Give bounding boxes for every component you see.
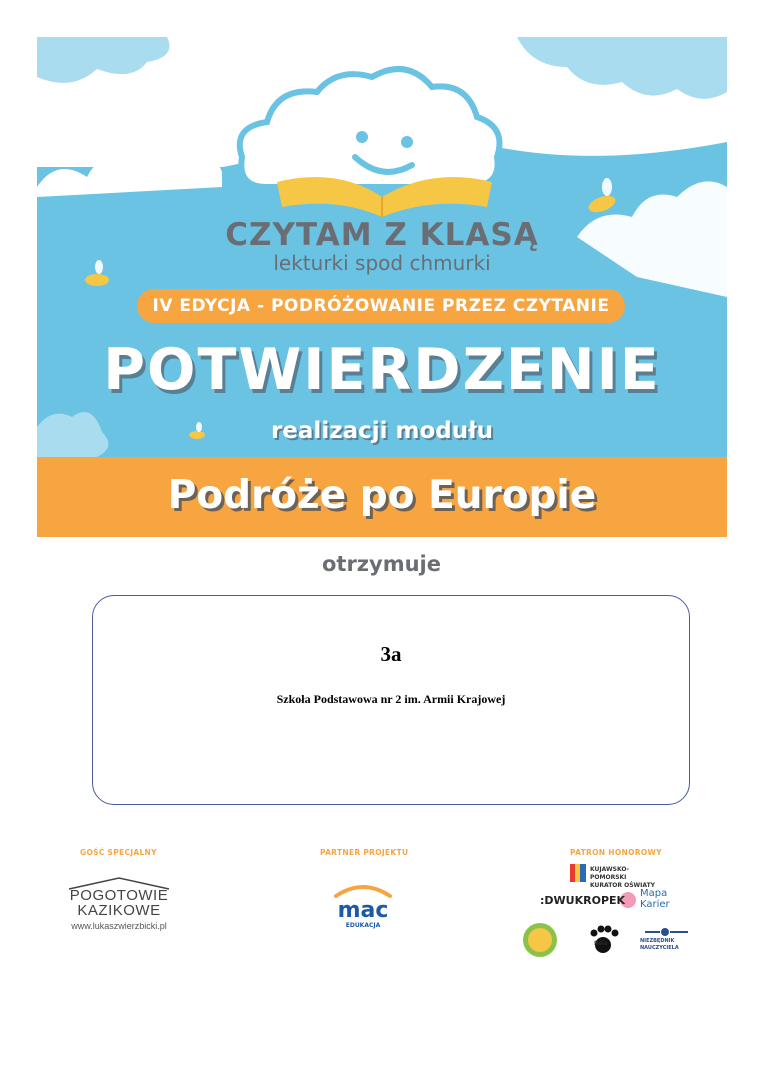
partner-logo bbox=[328, 880, 398, 930]
recipient-box bbox=[92, 595, 690, 805]
guest-url: www.lukaszwierzbicki.pl bbox=[71, 921, 167, 931]
patron-dwukropek: :DWUKROPEK bbox=[540, 894, 626, 907]
guest-logo bbox=[64, 876, 174, 931]
patron-niezbednik: NIEZBĘDNIK NAUCZYCIELA bbox=[640, 938, 679, 951]
certificate-banner bbox=[37, 37, 727, 537]
class-name: 3a bbox=[380, 642, 402, 666]
partner-heading: PARTNER PROJEKTU bbox=[320, 848, 409, 857]
patron-mapa-karier: Mapa Karier bbox=[640, 888, 670, 910]
patron-kurator: KUJAWSKO-POMORSKI KURATOR OŚWIATY bbox=[590, 866, 656, 889]
edition-badge: IV EDYCJA - PODRÓŻOWANIE PRZEZ CZYTANIE bbox=[137, 289, 625, 323]
school-name: Szkoła Podstawowa nr 2 im. Armii Krajowej bbox=[276, 692, 506, 706]
patron-heading: PATRON HONOROWY bbox=[570, 848, 662, 857]
certificate-subtitle: realizacji modułu bbox=[270, 418, 494, 444]
module-title: Podróże po Europie bbox=[167, 473, 597, 518]
guest-name-line1: POGOTOWIE bbox=[69, 887, 169, 904]
swoosh-icon bbox=[328, 880, 398, 900]
guest-name-line2: KAZIKOWE bbox=[77, 902, 161, 919]
partner-name: mac bbox=[337, 898, 389, 923]
logo-subtitle: lekturki spod chmurki bbox=[273, 251, 491, 275]
roof-icon bbox=[64, 876, 174, 890]
partner-sub: EDUKACJA bbox=[345, 922, 381, 929]
patron-nela: Nela bbox=[594, 940, 608, 947]
guest-heading: GOŚĆ SPECJALNY bbox=[80, 848, 157, 857]
receives-label: otrzymuje bbox=[321, 552, 441, 576]
certificate-title: POTWIERDZENIE bbox=[103, 337, 661, 403]
logo-title: CZYTAM Z KLASĄ bbox=[225, 217, 539, 253]
